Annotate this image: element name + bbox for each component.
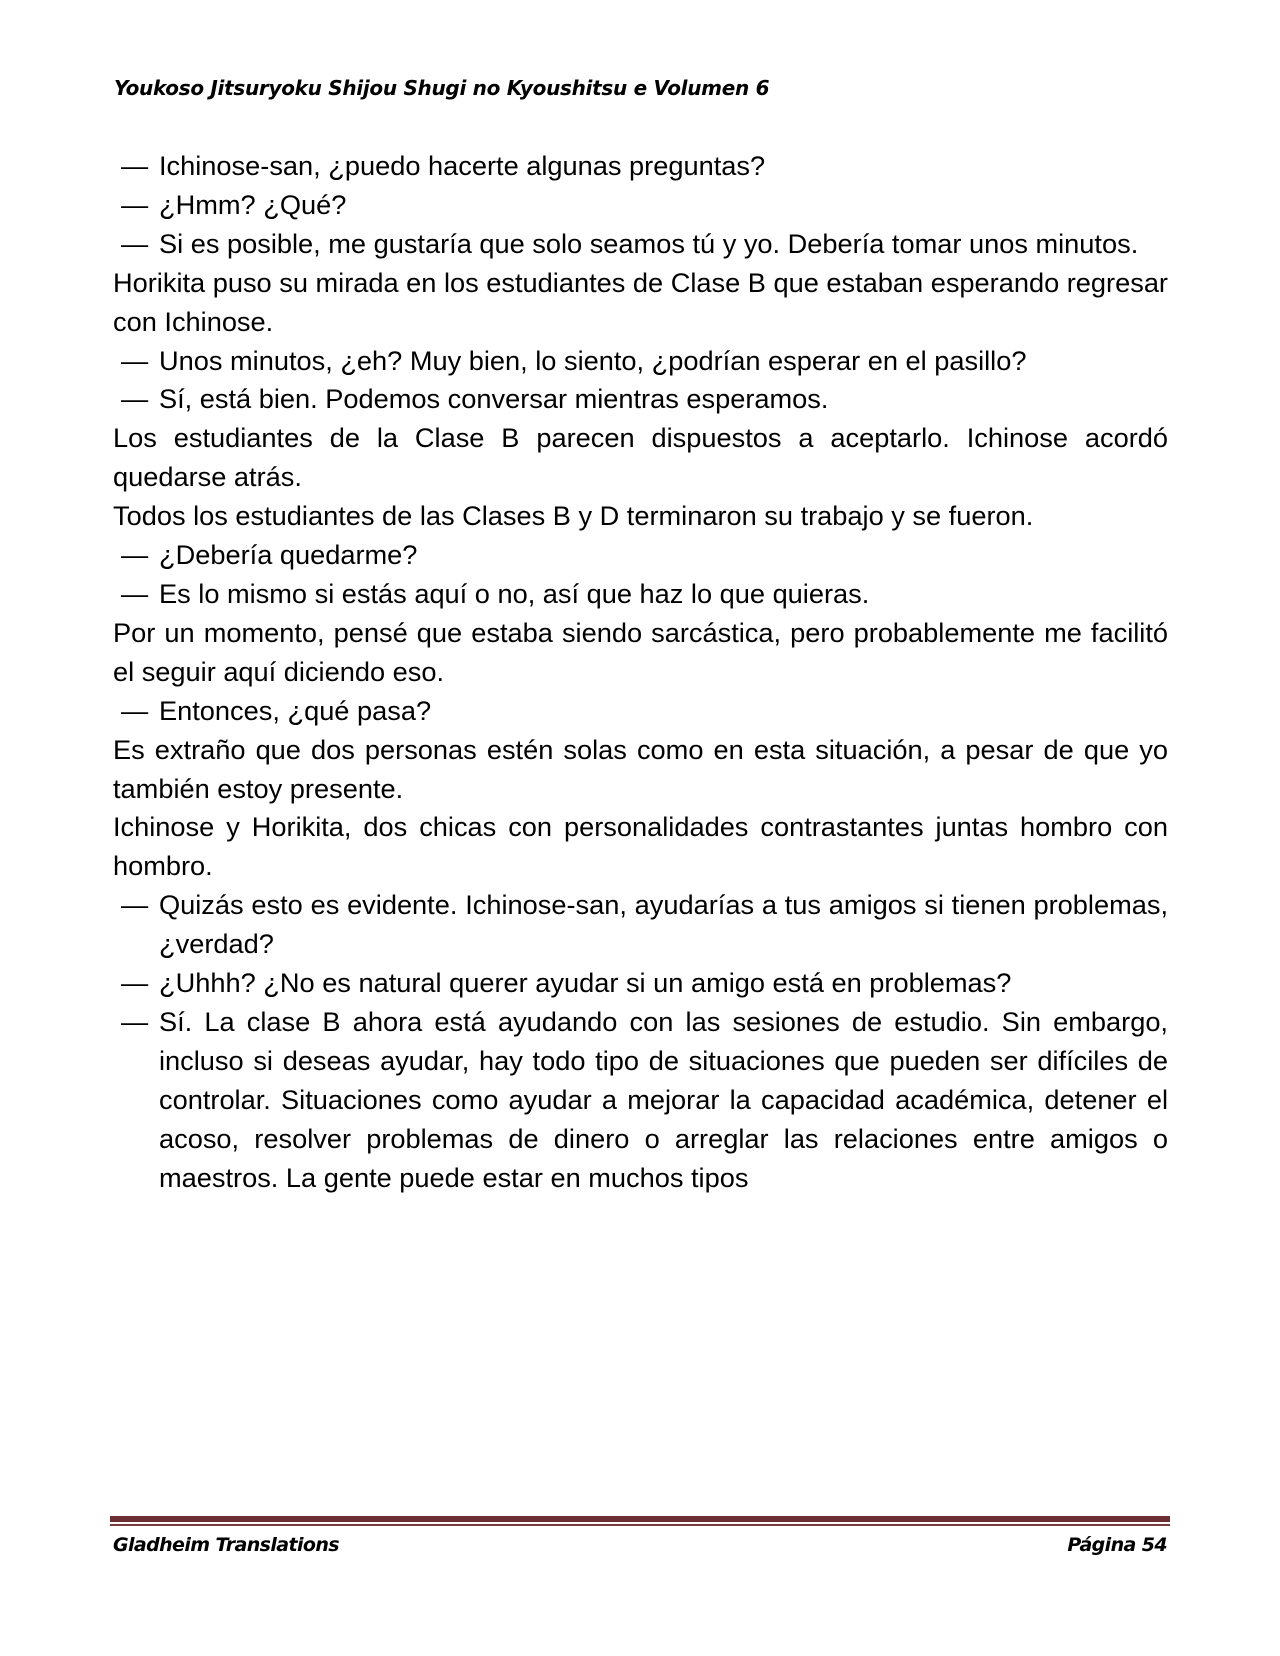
dialog-line <box>113 147 1168 186</box>
narrative-paragraph: Horikita puso su mirada en los estudiantes de Clase B que estaban esperando regresar con Ichinose. <box>113 266 1168 337</box>
dialog-line <box>113 692 1168 731</box>
dialog-line <box>113 186 1168 225</box>
narrative-paragraph: Todos los estudiantes de las Clases B y D terminaron su trabajo y se fueron. <box>113 500 1034 532</box>
narrative-paragraph: Los estudiantes de la Clase B parecen dispuestos a aceptarlo. Ichinose acordó quedarse atrás. <box>113 422 1168 493</box>
dialog-line <box>113 225 1168 264</box>
dialog-text: ¿Debería quedarme? <box>159 539 418 571</box>
dialog-line <box>113 380 1168 419</box>
em-dash: — <box>121 227 149 259</box>
narrative-paragraph: Ichinose y Horikita, dos chicas con personalidades contrastantes juntas hombro con hombro. <box>113 811 1168 882</box>
dialog-text: Si es posible, me gustaría que solo seamos tú y yo. Debería tomar unos minutos. <box>159 227 1139 259</box>
dialog-line <box>113 342 1168 381</box>
dialog-text: Entonces, ¿qué pasa? <box>159 694 432 726</box>
em-dash: — <box>121 967 149 999</box>
dialog-group <box>113 536 1168 614</box>
footer-page-number: Página 54 <box>1067 1534 1167 1556</box>
dialog-text: Es lo mismo si estás aquí o no, así que haz lo que quieras. <box>159 577 870 609</box>
em-dash: — <box>121 539 149 571</box>
dialog-text: Sí, está bien. Podemos conversar mientras esperamos. <box>159 383 829 415</box>
dialog-group <box>113 692 1168 731</box>
dialog-line <box>113 1003 1168 1198</box>
footer-divider <box>110 1516 1170 1527</box>
dialog-text: Quizás esto es evidente. Ichinose-san, ayudarías a tus amigos si tienen problemas, ¿verdad? <box>159 889 1168 960</box>
em-dash: — <box>121 344 149 376</box>
dialog-text: ¿Uhhh? ¿No es natural querer ayudar si un amigo está en problemas? <box>159 967 1012 999</box>
dialog-text: ¿Hmm? ¿Qué? <box>159 188 347 220</box>
em-dash: — <box>121 694 149 726</box>
dialog-line <box>113 575 1168 614</box>
em-dash: — <box>121 1005 149 1037</box>
dialog-line <box>113 964 1168 1003</box>
dialog-text: Unos minutos, ¿eh? Muy bien, lo siento, ¿podrían esperar en el pasillo? <box>159 344 1027 376</box>
dialog-text: Sí. La clase B ahora está ayudando con las sesiones de estudio. Sin embargo, incluso si deseas ayudar, hay todo tipo de situaciones que pueden ser difíciles de controlar. Situaciones como ayudar a mejorar la capacidad académica, detener el acoso, resolver problemas de dinero o arreglar las relaciones entre amigos o maestros. La gente puede estar en muchos tipos <box>159 1005 1168 1193</box>
footer-translator-credit: Gladheim Translations <box>113 1534 339 1556</box>
dialog-text: Ichinose-san, ¿puedo hacerte algunas preguntas? <box>159 150 766 181</box>
narrative-paragraph: Por un momento, pensé que estaba siendo sarcástica, pero probablemente me facilitó el seguir aquí diciendo eso. <box>113 616 1168 687</box>
em-dash: — <box>121 383 149 415</box>
dialog-line <box>113 536 1168 575</box>
dialog-line <box>113 886 1168 964</box>
em-dash: — <box>121 577 149 609</box>
page-header-title: Youkoso Jitsuryoku Shijou Shugi no Kyoushitsu e Volumen 6 <box>114 76 770 100</box>
em-dash: — <box>121 188 149 220</box>
dialog-group <box>113 147 1168 264</box>
dialog-group <box>113 342 1168 420</box>
narrative-paragraph: Es extraño que dos personas estén solas como en esta situación, a pesar de que yo también estoy presente. <box>113 733 1168 804</box>
em-dash: — <box>121 889 149 921</box>
footer-rule-thin <box>110 1524 1170 1526</box>
dialog-group <box>113 886 1168 1197</box>
em-dash: — <box>121 150 149 181</box>
page-body <box>113 147 1168 1197</box>
